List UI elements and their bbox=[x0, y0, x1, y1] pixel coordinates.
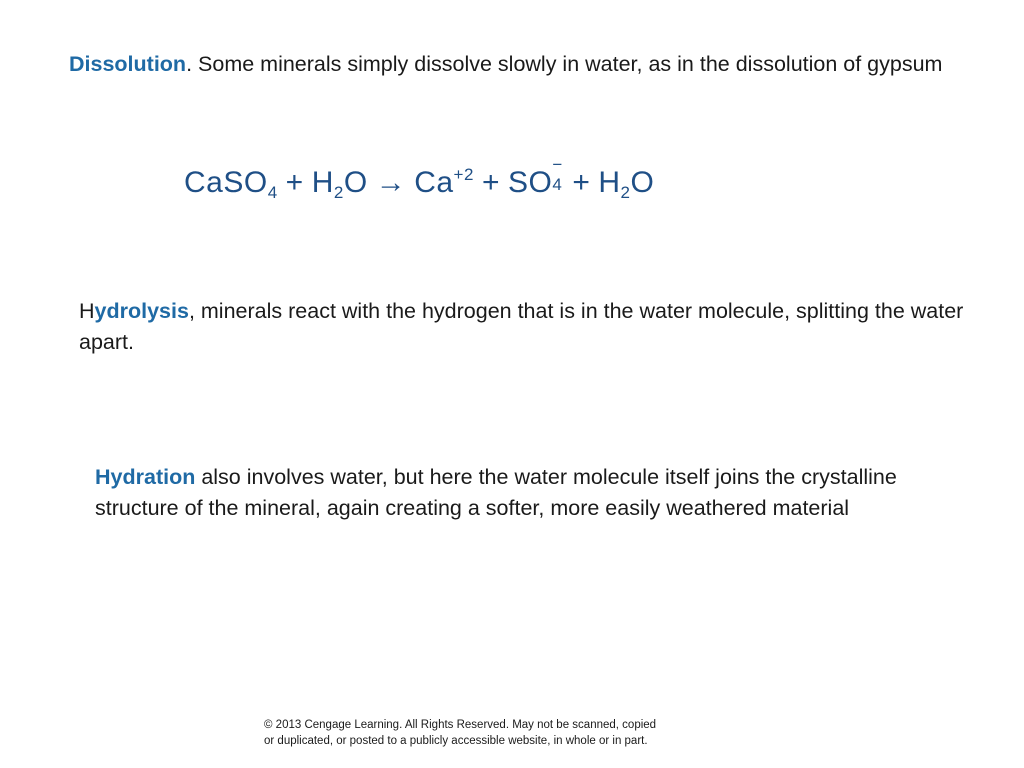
equation-arrow: → bbox=[375, 166, 407, 199]
h2o-h: H bbox=[311, 166, 334, 199]
caso4-base: CaSO bbox=[184, 166, 268, 199]
dissolution-punct: . bbox=[186, 52, 193, 76]
gypsum-dissolution-equation bbox=[184, 155, 655, 208]
ca-charge: +2 bbox=[453, 165, 474, 184]
dissolution-text: Some minerals simply dissolve slowly in water, as in the dissolution of gypsum bbox=[192, 52, 943, 76]
equation-plus-1: + bbox=[285, 166, 304, 199]
hydrolysis-paragraph bbox=[79, 296, 979, 357]
copyright-line-1: © 2013 Cengage Learning. All Rights Reserved. May not be scanned, copied bbox=[264, 719, 657, 731]
equation-product-h2o bbox=[598, 166, 655, 202]
product-h2o-o: O bbox=[630, 166, 655, 199]
caso4-subscript: 4 bbox=[267, 183, 278, 202]
so4-base: SO bbox=[507, 166, 553, 199]
hydrolysis-text: , minerals react with the hydrogen that is in the water molecule, splitting the water apart. bbox=[79, 299, 964, 354]
equation-product-so4 bbox=[507, 155, 564, 199]
so4-subscript: 4 bbox=[552, 175, 563, 194]
product-h2o-h: H bbox=[598, 166, 621, 199]
equation-plus-2: + bbox=[481, 166, 500, 199]
product-h2o-subscript: 2 bbox=[620, 183, 631, 202]
ca-base: Ca bbox=[414, 166, 454, 199]
hydrolysis-term: ydrolysis bbox=[94, 299, 189, 323]
equation-plus-3: + bbox=[572, 166, 591, 199]
hydration-text: also involves water, but here the water molecule itself joins the crystalline structure of the mineral, again creating a softer, more easily weathered material bbox=[95, 465, 897, 520]
equation-reactant-caso4 bbox=[184, 166, 278, 202]
so4-charge: − bbox=[552, 155, 563, 174]
equation-product-ca bbox=[414, 166, 474, 199]
dissolution-term: Dissolution bbox=[69, 52, 187, 76]
so4-sub-sup bbox=[552, 155, 564, 194]
dissolution-paragraph bbox=[69, 49, 1009, 80]
copyright-line-2: or duplicated, or posted to a publicly accessible website, in whole or in part. bbox=[264, 735, 648, 747]
copyright-notice bbox=[264, 717, 744, 749]
h2o-subscript: 2 bbox=[333, 183, 344, 202]
hydration-term: Hydration bbox=[95, 465, 196, 489]
equation-reactant-h2o bbox=[311, 166, 368, 202]
h2o-o: O bbox=[343, 166, 368, 199]
hydrolysis-lead: H bbox=[79, 299, 95, 323]
hydration-paragraph bbox=[95, 462, 975, 523]
